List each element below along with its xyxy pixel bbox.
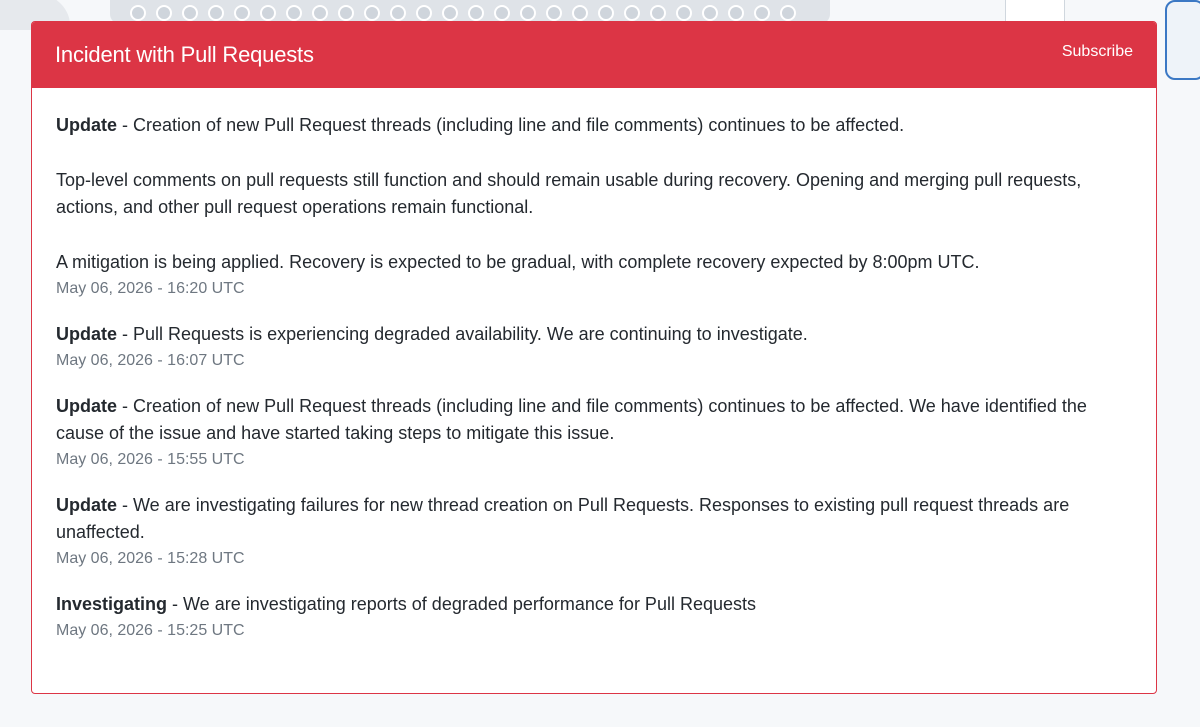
key-circle: [338, 5, 354, 21]
key-circle: [754, 5, 770, 21]
incident-update: [56, 492, 1132, 569]
key-circle: [182, 5, 198, 21]
key-circle: [312, 5, 328, 21]
update-timestamp: May 06, 2026 - 15:28 UTC: [56, 550, 245, 567]
update-timestamp: May 06, 2026 - 16:07 UTC: [56, 352, 245, 369]
key-circle: [728, 5, 744, 21]
key-circle: [780, 5, 796, 21]
update-message: [56, 591, 1132, 618]
update-status: Update: [56, 115, 118, 135]
incident-update: [56, 112, 1132, 299]
update-body: We are investigating failures for new thread creation on Pull Requests. Responses to existing pull request threads are unaffected.: [56, 495, 1070, 542]
update-status: Update: [56, 396, 118, 416]
key-circle: [650, 5, 666, 21]
incident-title: Incident with Pull Requests: [55, 42, 314, 67]
device-illustration: [1165, 0, 1200, 80]
incident-updates: [32, 88, 1156, 641]
incident-header: [32, 22, 1156, 88]
key-circle: [286, 5, 302, 21]
key-circle: [494, 5, 510, 21]
update-body: Pull Requests is experiencing degraded availability. We are continuing to investigate.: [133, 324, 808, 344]
update-status: Update: [56, 324, 118, 344]
update-body: Creation of new Pull Request threads (including line and file comments) continues to be affected.: [133, 115, 905, 135]
key-circle: [390, 5, 406, 21]
update-separator: -: [167, 594, 184, 614]
update-timestamp: May 06, 2026 - 15:25 UTC: [56, 622, 245, 639]
update-paragraph: Top-level comments on pull requests still function and should remain usable during recovery. Opening and merging pull requests, actions, and other pull request operations remain functional.: [56, 170, 1082, 217]
update-status: Investigating: [56, 594, 168, 614]
update-message: [56, 393, 1132, 447]
update-separator: -: [117, 396, 134, 416]
key-circle: [572, 5, 588, 21]
incident-update: [56, 321, 1132, 371]
key-circle: [468, 5, 484, 21]
update-body: Creation of new Pull Request threads (including line and file comments) continues to be affected. We have identified the cause of the issue and have started taking steps to mitigate this issue.: [56, 396, 1087, 443]
key-circle: [234, 5, 250, 21]
key-circle: [520, 5, 536, 21]
key-circle: [702, 5, 718, 21]
update-timestamp: May 06, 2026 - 16:20 UTC: [56, 280, 245, 297]
update-separator: -: [117, 495, 134, 515]
incident-card: [31, 21, 1157, 694]
update-message: [56, 112, 1132, 139]
key-circle: [624, 5, 640, 21]
key-circle: [442, 5, 458, 21]
key-circle: [364, 5, 380, 21]
subscribe-button[interactable]: Subscribe: [1061, 43, 1133, 60]
update-status: Update: [56, 495, 118, 515]
update-separator: -: [117, 324, 134, 344]
update-separator: -: [117, 115, 134, 135]
key-circle: [260, 5, 276, 21]
update-timestamp: May 06, 2026 - 15:55 UTC: [56, 451, 245, 468]
key-circle: [156, 5, 172, 21]
update-message: [56, 321, 1132, 348]
incident-update: [56, 591, 1132, 641]
incident-update: [56, 393, 1132, 470]
update-paragraph: A mitigation is being applied. Recovery is expected to be gradual, with complete recovery expected by 8:00pm UTC.: [56, 252, 980, 272]
key-circle: [208, 5, 224, 21]
key-circle: [416, 5, 432, 21]
key-circle: [676, 5, 692, 21]
key-circle: [598, 5, 614, 21]
key-circle: [130, 5, 146, 21]
update-body: We are investigating reports of degraded performance for Pull Requests: [183, 594, 756, 614]
update-message: [56, 492, 1132, 546]
key-circle: [546, 5, 562, 21]
